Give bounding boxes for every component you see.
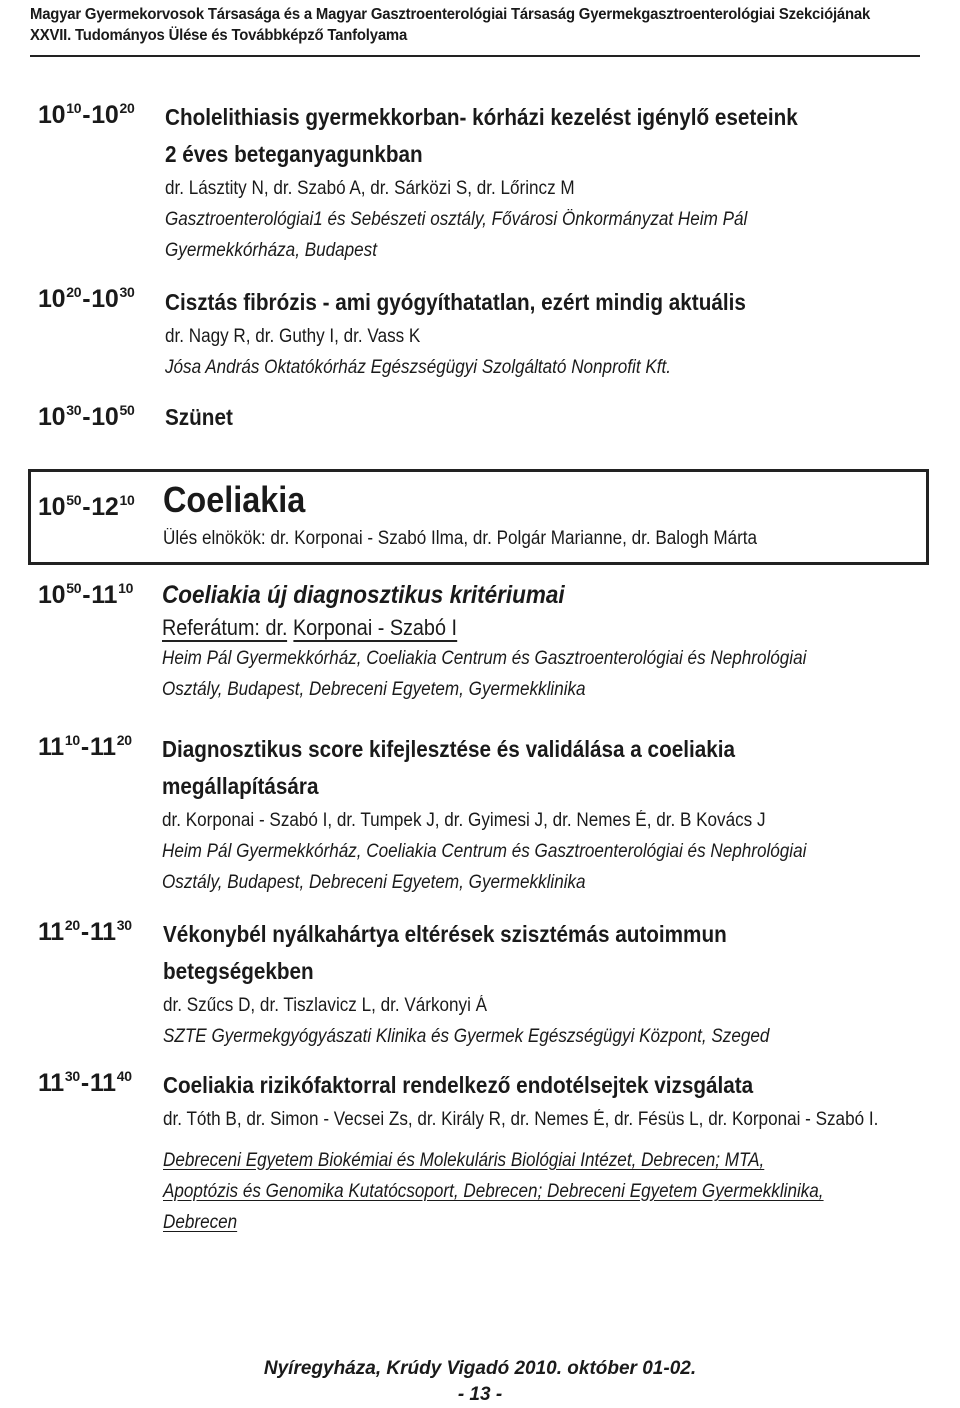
session-title: Coeliakia — [163, 479, 306, 520]
talk-authors: dr. Lásztity N, dr. Szabó A, dr. Sárközi S, dr. Lőrincz M — [165, 178, 575, 199]
talk-title: Cisztás fibrózis - ami gyógyíthatatlan, ezért mindig aktuális — [165, 289, 746, 315]
talk-referee — [162, 613, 846, 643]
time-slot: $10^{30}-10^{50}$ — [38, 402, 135, 431]
time-slot: $11^{30}-11^{40}$ — [38, 1068, 132, 1097]
talk-affiliation: SZTE Gyermekgyógyászati Klinika és Gyermek Egészségügyi Központ, Szeged — [163, 1026, 770, 1047]
break-label: Szünet — [165, 404, 233, 430]
talk-affiliation: Debrecen — [163, 1212, 238, 1233]
talk-affiliation: Osztály, Budapest, Debreceni Egyetem, Gyermekklinika — [162, 872, 586, 893]
header-event-line: XXVII. Tudományos Ülése és Továbbképző Tanfolyama — [30, 27, 408, 44]
talk-affiliation: Gyermekkórháza, Budapest — [165, 240, 377, 261]
break-block — [165, 399, 925, 436]
talk-affiliation: Jósa András Oktatókórház Egészségügyi Szolgáltató Nonprofit Kft. — [165, 357, 671, 378]
page-number: - 13 - — [457, 1384, 503, 1405]
talk-title: betegségekben — [163, 958, 314, 984]
time-slot: $10^{50}-11^{10}$ — [38, 580, 134, 609]
referee-name: Korponai - Szabó I — [292, 615, 457, 640]
talk-affiliation: Gasztroenterológiai1 és Sebészeti osztály, Fővárosi Önkormányzat Heim Pál — [165, 209, 748, 230]
talk-affiliation: Heim Pál Gyermekkórház, Coeliakia Centrum és Gasztroenterológiai és Nephrológiai — [162, 841, 807, 862]
header-society-line: Magyar Gyermekorvosok Társasága és a Magyar Gasztroenterológiai Társaság Gyermekgasztroenterológiai Szekciójának — [30, 6, 871, 23]
time-slot: $11^{10}-11^{20}$ — [38, 732, 132, 761]
talk-affiliation: Apoptózis és Genomika Kutatócsoport, Debrecen; Debreceni Egyetem Gyermekklinika, — [163, 1181, 824, 1202]
page-header — [30, 4, 930, 46]
talk-block — [165, 284, 925, 383]
footer-venue: Nyíregyháza, Krúdy Vigadó 2010. október 01-02. — [263, 1358, 697, 1379]
talk-block — [163, 1067, 923, 1238]
talk-title: Vékonybél nyálkahártya eltérések szisztémás autoimmun — [163, 921, 727, 947]
talk-authors: dr. Tóth B, dr. Simon - Vecsei Zs, dr. Király R, dr. Nemes É, dr. Fésüs L, dr. Korponai - Szabó I. — [163, 1109, 879, 1130]
talk-title: megállapítására — [162, 773, 319, 799]
talk-block — [162, 577, 922, 705]
talk-authors: dr. Korponai - Szabó I, dr. Tumpek J, dr. Gyimesi J, dr. Nemes É, dr. B Kovács J — [162, 810, 766, 831]
talk-affiliation: Debreceni Egyetem Biokémiai és Molekuláris Biológiai Intézet, Debrecen; MTA, — [163, 1150, 765, 1171]
time-slot: $10^{20}-10^{30}$ — [38, 284, 135, 313]
session-chairs: Ülés elnökök: dr. Korponai - Szabó Ilma, dr. Polgár Marianne, dr. Balogh Márta — [163, 528, 758, 549]
time-slot: $11^{20}-11^{30}$ — [38, 917, 132, 946]
time-slot: $10^{10}-10^{20}$ — [38, 100, 135, 129]
talk-title: Coeliakia rizikófaktorral rendelkező endotélsejtek vizsgálata — [163, 1072, 754, 1098]
talk-affiliation: Heim Pál Gyermekkórház, Coeliakia Centrum és Gasztroenterológiai és Nephrológiai — [162, 648, 807, 669]
talk-title: 2 éves beteganyagunkban — [165, 141, 423, 167]
session-time: $10^{50}-12^{10}$ — [38, 492, 135, 521]
talk-authors: dr. Szűcs D, dr. Tiszlavicz L, dr. Várkonyi Á — [163, 995, 488, 1016]
talk-block — [163, 916, 923, 1052]
referee-label: Referátum: dr. — [162, 615, 288, 640]
talk-title: Cholelithiasis gyermekkorban- kórházi kezelést igénylő eseteink — [165, 104, 798, 130]
header-divider — [30, 55, 920, 57]
talk-affiliation: Osztály, Budapest, Debreceni Egyetem, Gyermekklinika — [162, 679, 586, 700]
talk-block — [165, 99, 925, 266]
talk-title: Diagnosztikus score kifejlesztése és validálása a coeliakia — [162, 736, 736, 762]
talk-authors: dr. Nagy R, dr. Guthy I, dr. Vass K — [165, 326, 421, 347]
talk-title: Coeliakia új diagnosztikus kritériumai — [162, 581, 565, 609]
talk-block — [162, 731, 922, 898]
